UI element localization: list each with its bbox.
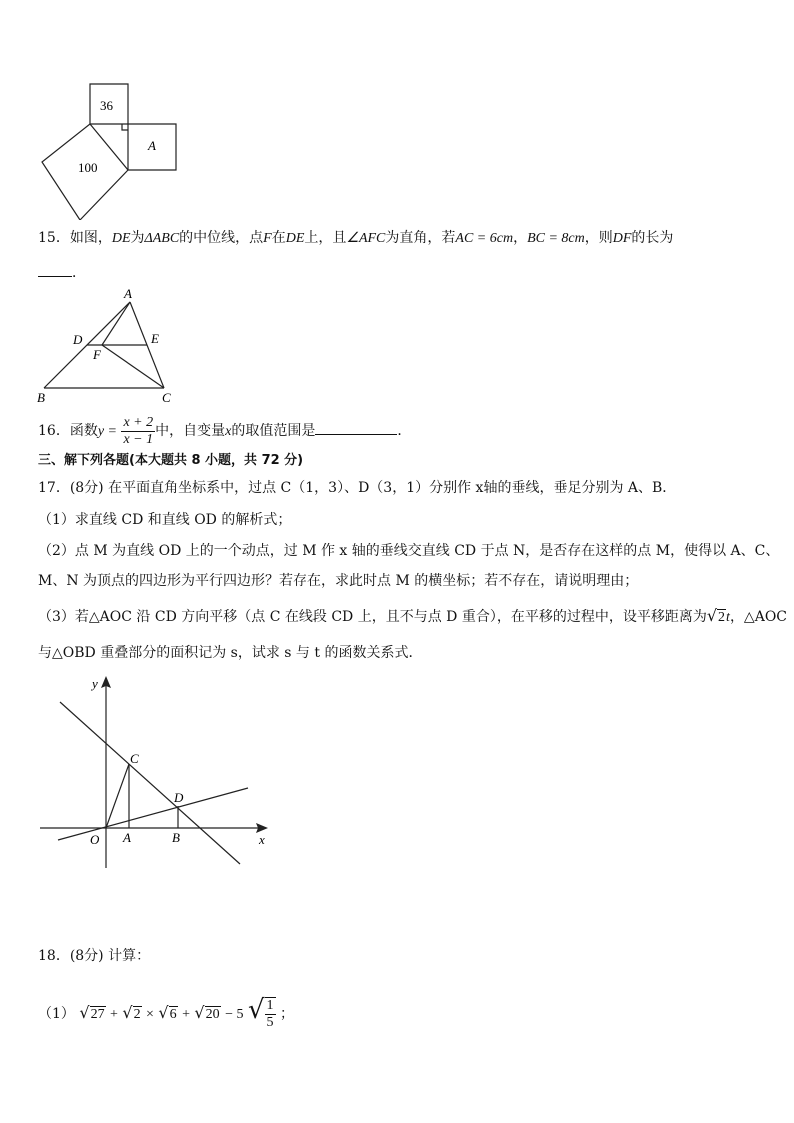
label-36: 36 [100, 98, 113, 113]
q17-text: （3）若△AOC 沿 CD 方向平移（点 C 在线段 CD 上，且不与点 D 重合），在平移的过程中，设平移距离为 [38, 609, 707, 625]
q16-numerator: x + 2 [123, 414, 154, 430]
q18-end: ； [279, 1006, 294, 1022]
q15-text: 的长为 [631, 230, 674, 246]
answer-blank[interactable] [38, 262, 72, 277]
q18-part-label: （1） [38, 1006, 75, 1022]
label-f: F [93, 347, 101, 362]
q15-text: 为 [130, 230, 145, 246]
question-16 [38, 412, 411, 451]
right-angle-mark [122, 124, 128, 130]
q15-triangle: ΔABC [144, 231, 180, 246]
q15-text: 的中位线，点 [179, 230, 264, 246]
q16-end: ． [397, 423, 412, 439]
q15-df: DF [612, 231, 632, 246]
q15-angle: ∠AFC [346, 231, 386, 246]
q15-bc: BC = 8cm [527, 231, 585, 246]
q18-operator: − 5 [225, 1007, 244, 1022]
q17-sqrt-value: 2 [718, 610, 726, 625]
q17-text: ，△AOC [729, 609, 788, 625]
q17-line-3: （2）点 M 为直线 OD 上的一个动点，过 M 作 x 轴的垂线交直线 CD 于点 N，是否存在这样的点 M，使得以 A、C、 [38, 543, 780, 559]
q17-line-4: M、N 为顶点的四边形为平行四边形？若存在，求此时点 M 的横坐标；若不存在，请说明理由； [38, 573, 639, 589]
q15-text: ， [513, 230, 528, 246]
sqrt-icon: √ [194, 1003, 205, 1022]
q18-fraction [265, 997, 276, 1031]
line-od [58, 788, 248, 840]
q17-line-6: 与△OBD 重叠部分的面积记为 s，试求 s 与 t 的函数关系式． [38, 645, 423, 661]
segment-oc [106, 764, 129, 828]
q16-text: 中，自变量 [155, 423, 226, 439]
triangle-figure [34, 286, 184, 408]
q15-text: 上，且 [304, 230, 347, 246]
q18-expression [38, 990, 294, 1035]
question-15-line-1 [38, 228, 673, 249]
q16-denominator: x − 1 [123, 431, 154, 447]
q17-line-2: （1）求直线 CD 和直线 OD 的解析式； [38, 512, 292, 528]
q18-denominator: 5 [266, 1015, 274, 1030]
q18-numerator: 1 [266, 998, 274, 1013]
sqrt-icon: √ [122, 1003, 133, 1022]
q18-radicand: 6 [169, 1007, 177, 1022]
label-100: 100 [78, 160, 98, 175]
sqrt-icon: √ [247, 995, 265, 1025]
label-d: D [174, 790, 184, 805]
q16-text: 16．函数 [38, 423, 98, 439]
label-c: C [162, 390, 171, 405]
q18-operator: × [146, 1007, 154, 1022]
question-15-line-2 [38, 262, 86, 283]
label-y: y [92, 676, 98, 691]
label-c: C [130, 751, 139, 766]
q17-line-1: 17．(8分) 在平面直角坐标系中，过点 C（1，3）、D（3，1）分别作 x轴的垂线，垂足分别为 A、B． [38, 480, 677, 496]
squares-figure [38, 80, 188, 220]
q18-operator: + [110, 1007, 118, 1022]
q15-text: 15．如图， [38, 230, 112, 246]
label-x: x [259, 832, 265, 847]
q18-operator: + [182, 1007, 190, 1022]
section-heading: 三、解下列各题(本大题共 8 小题，共 72 分) [38, 453, 304, 468]
q18-radicand: 27 [90, 1007, 105, 1022]
label-a: A [123, 830, 131, 845]
q15-f: F [263, 231, 272, 246]
q18-radicand: 20 [205, 1007, 220, 1022]
q16-x: x [225, 424, 232, 439]
q15-text: 为直角，若 [385, 230, 456, 246]
sqrt-icon: √ [158, 1003, 169, 1022]
q15-end: ． [72, 265, 86, 281]
line-cd [60, 702, 240, 864]
label-o: O [90, 832, 100, 847]
q18-line-1: 18．(8分) 计算： [38, 948, 151, 964]
label-b: B [172, 830, 180, 845]
q16-text: 的取值范围是 [231, 423, 316, 439]
q15-de: DE [285, 231, 305, 246]
label-e: E [151, 331, 159, 346]
q15-text: ，则 [584, 230, 613, 246]
q15-ac: AC = 6cm [455, 231, 514, 246]
q16-fraction [121, 415, 155, 448]
sqrt-icon: √ [79, 1003, 90, 1022]
q15-text: 在 [271, 230, 286, 246]
label-b: B [37, 390, 45, 405]
q18-radicand: 2 [133, 1007, 141, 1022]
label-a: A [124, 286, 132, 301]
answer-blank[interactable] [315, 420, 397, 435]
q15-de: DE [111, 231, 131, 246]
label-d: D [73, 332, 83, 347]
q16-y: y = [97, 424, 117, 439]
label-a: A [148, 138, 156, 153]
coordinate-figure [36, 672, 276, 882]
sqrt-icon: √ [706, 606, 718, 625]
q17-line-5 [38, 606, 787, 628]
q17-t: t [726, 610, 730, 625]
